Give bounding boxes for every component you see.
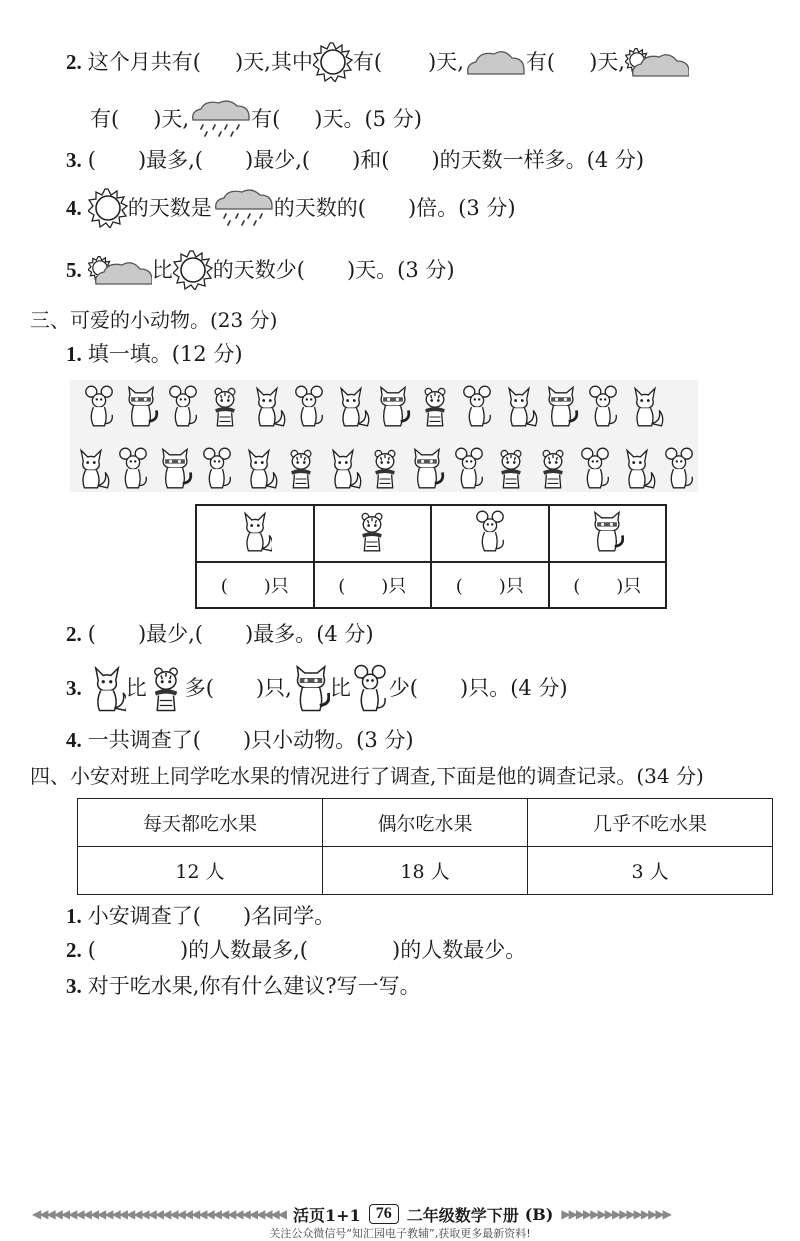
question-5 — [66, 250, 455, 290]
fox-icon — [618, 446, 656, 490]
table-cell: 3 人 — [528, 847, 773, 895]
sunny-icon — [313, 42, 353, 82]
mouse-icon — [290, 384, 328, 428]
question-number: 1. — [66, 904, 82, 928]
question-text: 多( )只, — [184, 676, 292, 700]
section-3-question-1 — [66, 340, 243, 368]
table-cell: 18 人 — [322, 847, 527, 895]
question-text: 比 — [151, 258, 173, 282]
question-text: 有( — [525, 50, 556, 74]
fox-icon — [240, 446, 278, 490]
cloudy-icon — [464, 46, 526, 78]
mouse-icon — [473, 509, 507, 553]
fox-icon — [72, 446, 110, 490]
question-4 — [66, 188, 516, 228]
question-number: 4. — [66, 196, 82, 220]
raccoon-icon — [374, 384, 412, 428]
section-3-title: 三、可爱的小动物。(23 分) — [30, 308, 278, 332]
mouse-icon — [198, 446, 236, 490]
section-4-title: 四、小安对班上同学吃水果的情况进行了调查,下面是他的调查记录。(34 分) — [30, 764, 704, 788]
fox-icon — [238, 509, 272, 553]
footer-edition: (B) — [524, 1204, 554, 1224]
section-3-question-4 — [66, 726, 414, 754]
column-header: 几乎不吃水果 — [528, 799, 773, 847]
count-cell[interactable]: ( )只 — [431, 562, 549, 608]
fox-icon — [248, 384, 286, 428]
question-text: )天, — [153, 107, 190, 131]
partly-cloudy-icon — [625, 46, 689, 78]
table-cell — [549, 505, 667, 562]
question-2-line1 — [66, 42, 689, 82]
tiger-icon — [492, 446, 530, 490]
question-number: 2. — [66, 50, 82, 74]
footer-note: 关注公众微信号“知汇园电子教辅”,获取更多最新资料! — [269, 1227, 531, 1240]
partly-cloudy-icon — [88, 254, 152, 286]
page-number: 76 — [369, 1204, 399, 1224]
page-footer — [32, 1203, 792, 1225]
question-text: 对于吃水果,你有什么建议?写一写。 — [87, 974, 421, 998]
question-2-line2 — [90, 100, 422, 138]
question-text: ( )最少,( )最多。(4 分) — [87, 622, 374, 646]
sunny-icon — [173, 250, 213, 290]
fox-icon — [88, 663, 126, 713]
question-text: ( )的人数最多,( )的人数最少。 — [87, 938, 527, 962]
tiger-icon — [147, 663, 185, 713]
question-text: 比 — [125, 676, 147, 700]
animal-row-2 — [72, 446, 702, 490]
animal-row-1 — [80, 384, 668, 428]
tiger-icon — [355, 509, 389, 553]
question-number: 5. — [66, 258, 82, 282]
mouse-icon — [450, 446, 488, 490]
table-cell — [431, 505, 549, 562]
table-header-row — [78, 799, 773, 847]
fox-icon — [324, 446, 362, 490]
question-text: )天,其中 — [234, 50, 313, 74]
footer-arrows-left: ◀◀◀◀◀◀◀◀◀◀◀◀◀◀◀◀◀◀◀◀◀◀◀◀◀◀◀◀◀◀◀◀◀◀◀ — [32, 1207, 285, 1221]
rainy-icon — [212, 189, 274, 227]
table-cell — [314, 505, 432, 562]
table-cell — [196, 505, 314, 562]
question-number: 2. — [66, 622, 82, 646]
raccoon-icon — [292, 663, 330, 713]
question-number: 3. — [66, 676, 82, 700]
section-4-question-1 — [66, 902, 335, 930]
footer-book-title: 二年级数学下册 — [406, 1205, 519, 1225]
question-text: )天, — [589, 50, 625, 74]
mouse-icon — [458, 384, 496, 428]
section-3-question-2 — [66, 620, 374, 648]
mouse-icon — [164, 384, 202, 428]
raccoon-icon — [542, 384, 580, 428]
question-text: 有( — [251, 107, 281, 131]
fruit-survey-table — [77, 798, 773, 895]
footer-arrows-right: ▶▶▶▶▶▶▶▶▶▶▶▶▶▶▶ — [561, 1207, 670, 1221]
question-text: 的天数少( )天。(3 分) — [212, 258, 455, 282]
section-4-question-2 — [66, 936, 526, 964]
raccoon-icon — [590, 509, 624, 553]
question-number: 1. — [66, 342, 82, 366]
question-number: 2. — [66, 938, 82, 962]
question-text: 的天数是 — [127, 196, 212, 220]
count-cell[interactable]: ( )只 — [196, 562, 314, 608]
question-number: 4. — [66, 728, 82, 752]
mouse-icon — [80, 384, 118, 428]
mouse-icon — [584, 384, 622, 428]
question-text: 一共调查了( )只小动物。(3 分) — [87, 728, 414, 752]
raccoon-icon — [122, 384, 160, 428]
rainy-icon — [189, 100, 251, 138]
count-cell[interactable]: ( )只 — [549, 562, 667, 608]
question-text: 这个月共有( — [87, 50, 201, 74]
question-number: 3. — [66, 974, 82, 998]
fox-icon — [626, 384, 664, 428]
mouse-icon — [576, 446, 614, 490]
tiger-icon — [282, 446, 320, 490]
tiger-icon — [366, 446, 404, 490]
question-text: 有( — [352, 50, 383, 74]
question-text: 少( )只。(4 分) — [388, 676, 568, 700]
mouse-icon — [660, 446, 698, 490]
animal-tally-table — [195, 504, 667, 609]
table-row — [78, 847, 773, 895]
table-row — [196, 562, 666, 608]
mouse-icon — [351, 663, 389, 713]
section-4-question-3 — [66, 972, 421, 1000]
tiger-icon — [534, 446, 572, 490]
column-header: 每天都吃水果 — [78, 799, 323, 847]
raccoon-icon — [156, 446, 194, 490]
tiger-icon — [416, 384, 454, 428]
column-header: 偶尔吃水果 — [322, 799, 527, 847]
animal-picture — [70, 380, 698, 492]
question-text: 比 — [329, 676, 351, 700]
table-cell: 12 人 — [78, 847, 323, 895]
question-text: 的天数的( )倍。(3 分) — [273, 196, 516, 220]
count-cell[interactable]: ( )只 — [314, 562, 432, 608]
raccoon-icon — [408, 446, 446, 490]
table-row — [196, 505, 666, 562]
fox-icon — [500, 384, 538, 428]
footer-series: 活页1+1 — [293, 1205, 361, 1225]
question-text: 填一填。(12 分) — [87, 342, 243, 366]
mouse-icon — [114, 446, 152, 490]
question-text: 小安调查了( )名同学。 — [87, 904, 336, 928]
section-3-question-3 — [66, 662, 568, 714]
question-text: )天, — [428, 50, 464, 74]
question-text: ( )最多,( )最少,( )和( )的天数一样多。(4 分) — [87, 148, 645, 172]
question-text: 有( — [90, 107, 120, 131]
question-3 — [66, 146, 644, 174]
question-text: )天。(5 分) — [314, 107, 422, 131]
question-number: 3. — [66, 148, 82, 172]
sunny-icon — [88, 188, 128, 228]
tiger-icon — [206, 384, 244, 428]
fox-icon — [332, 384, 370, 428]
